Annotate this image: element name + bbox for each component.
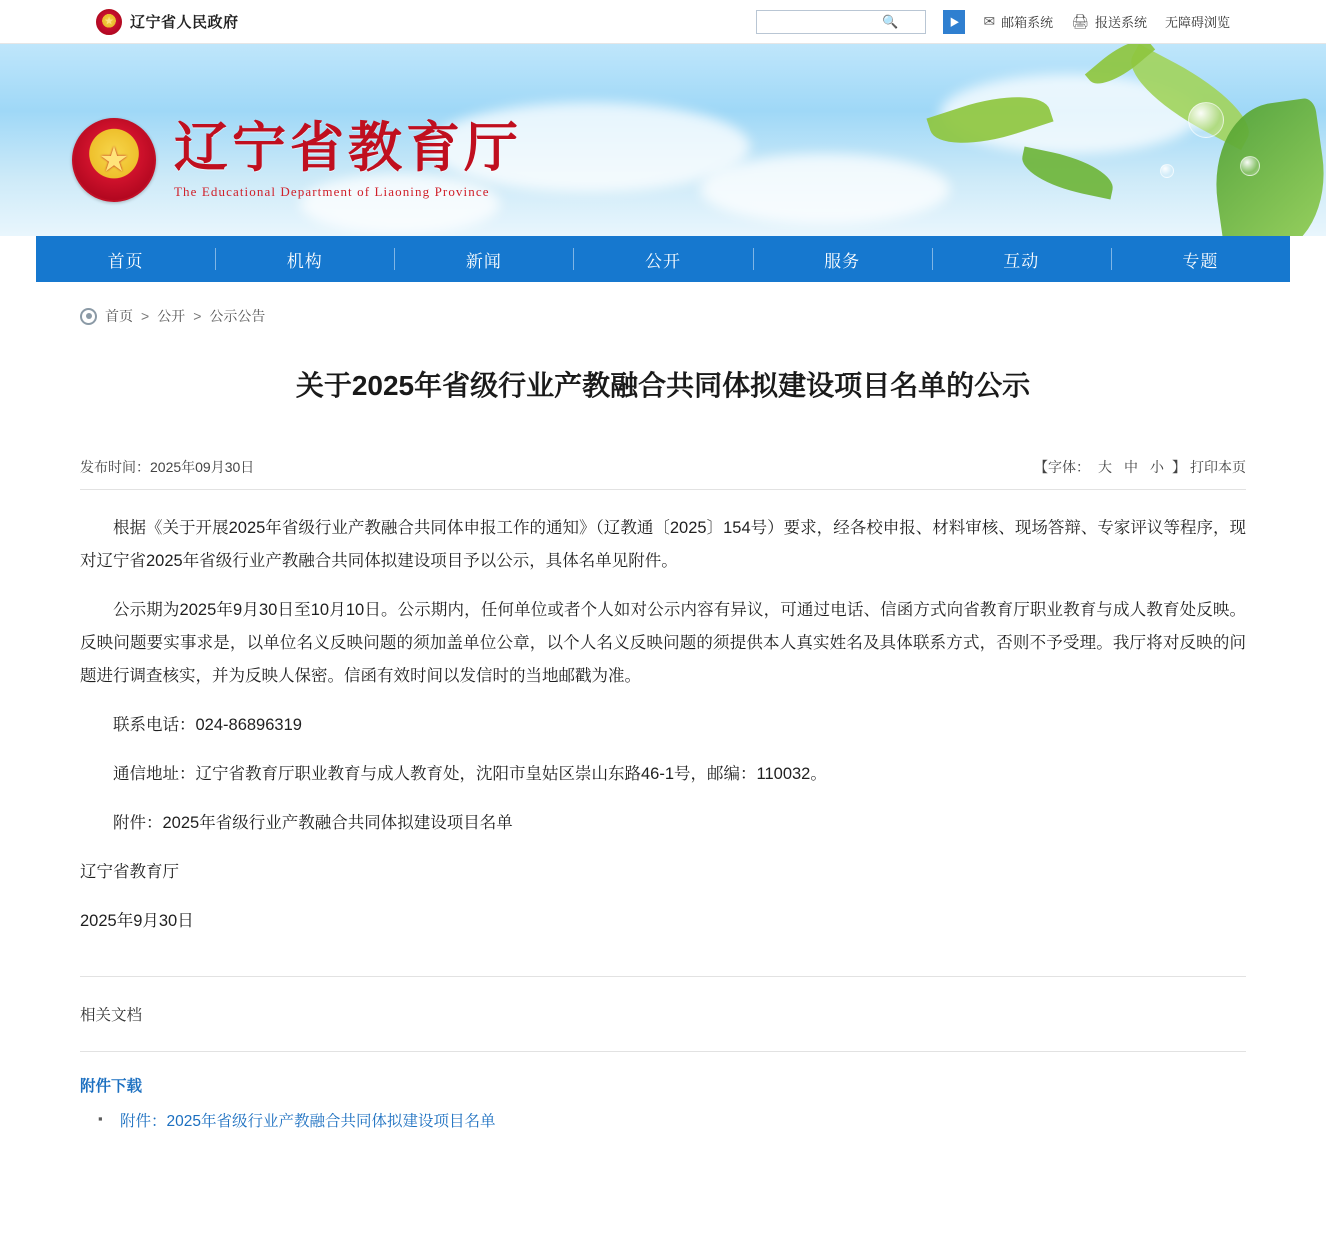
breadcrumb-item-home[interactable]: 首页 xyxy=(105,308,133,324)
nav-item-disclosure[interactable]: 公开 xyxy=(573,236,752,282)
nav-item-topics[interactable]: 专题 xyxy=(1111,236,1290,282)
publish-time-label: 发布时间： xyxy=(80,459,150,476)
nav-item-service[interactable]: 服务 xyxy=(753,236,932,282)
report-system-label: 报送系统 xyxy=(1094,15,1147,30)
accessibility-label: 无障碍浏览 xyxy=(1164,15,1230,30)
breadcrumb xyxy=(36,282,1290,326)
mail-system-label: 邮箱系统 xyxy=(1001,15,1054,30)
site-banner xyxy=(0,44,1326,236)
gov-brand-link[interactable] xyxy=(96,9,239,35)
gov-name-label: 辽宁省人民政府 xyxy=(130,14,239,31)
mail-icon: ✉ xyxy=(983,13,996,29)
article-paragraph: 公示期为2025年9月30日至10月10日。公示期内，任何单位或者个人如对公示内容有异议，可通过电话、信函方式向省教育厅职业教育与成人教育处反映。反映问题要实事求是，以单位名义反映问题的须加盖单位公章，以个人名义反映问题的须提供本人真实姓名及具体联系方式，否则不予受理。我厅将对反映的问题进行调查核实，并为反映人保密。信函有效时间以发信时的当地邮戳为准。 xyxy=(80,601,1246,686)
department-subtitle: The Educational Department of Liaoning Province xyxy=(174,184,490,200)
breadcrumb-separator: > xyxy=(193,308,202,324)
article-contact-phone: 联系电话：024-86896319 xyxy=(113,716,302,735)
article-signature-date: 2025年9月30日 xyxy=(80,912,194,931)
breadcrumb-item-announcements[interactable]: 公示公告 xyxy=(209,308,266,324)
national-emblem-large-icon xyxy=(72,118,156,202)
mail-system-link[interactable] xyxy=(983,12,1053,31)
attachments-heading: 附件下载 xyxy=(80,1051,1246,1106)
national-emblem-icon xyxy=(96,9,122,35)
nav-item-interaction[interactable]: 互动 xyxy=(932,236,1111,282)
bubble-decoration xyxy=(1160,164,1174,178)
font-size-large-button[interactable]: 大 xyxy=(1098,459,1112,476)
nav-item-organization[interactable]: 机构 xyxy=(215,236,394,282)
accessibility-link[interactable] xyxy=(1165,12,1230,31)
topbar-right-group xyxy=(756,10,1230,34)
location-pin-icon xyxy=(80,308,97,325)
attachments-list xyxy=(80,1106,1246,1139)
main-nav xyxy=(36,236,1290,282)
banner-logo-group xyxy=(72,118,522,202)
list-item[interactable]: ▪ 附件：2025年省级行业产教融合共同体拟建设项目名单 xyxy=(98,1106,1246,1139)
breadcrumb-item-disclosure[interactable]: 公开 xyxy=(157,308,186,324)
report-system-link[interactable] xyxy=(1071,12,1147,31)
article-signature: 辽宁省教育厅 xyxy=(80,863,179,882)
top-government-bar xyxy=(0,0,1326,44)
department-title: 辽宁省教育厅 xyxy=(174,117,522,178)
search-submit-button[interactable]: ▶ xyxy=(943,10,965,34)
article-body xyxy=(80,490,1246,938)
font-size-label-close: 】 xyxy=(1172,459,1186,476)
search-box[interactable] xyxy=(756,10,926,34)
bottom-spacer xyxy=(36,1139,1290,1179)
font-size-medium-button[interactable]: 中 xyxy=(1124,459,1138,476)
bubble-decoration xyxy=(1240,156,1260,176)
nav-item-news[interactable]: 新闻 xyxy=(394,236,573,282)
search-input[interactable] xyxy=(757,11,877,33)
article-contact-address: 通信地址：辽宁省教育厅职业教育与成人教育处，沈阳市皇姑区崇山东路46-1号，邮编：110032。 xyxy=(113,765,827,784)
article-attachment-note: 附件：2025年省级行业产教融合共同体拟建设项目名单 xyxy=(113,814,513,833)
page-title: 关于2025年省级行业产教融合共同体拟建设项目名单的公示 xyxy=(295,370,1031,401)
publish-time-group xyxy=(80,457,254,477)
breadcrumb-separator: > xyxy=(141,308,150,324)
article-meta-row xyxy=(80,457,1246,490)
leaf-decoration xyxy=(1018,146,1118,199)
font-size-label: 【字体： xyxy=(1034,459,1090,476)
cloud-decoration xyxy=(700,154,950,224)
bubble-decoration xyxy=(1188,102,1224,138)
publish-time-value: 2025年09月30日 xyxy=(150,459,255,476)
article-paragraph: 根据《关于开展2025年省级行业产教融合共同体申报工作的通知》（辽教通〔2025〕154号）要求，经各校申报、材料审核、现场答辩、专家评议等程序，现对辽宁省2025年省级行业产教融合共同体拟建设项目予以公示，具体名单见附件。 xyxy=(80,519,1246,571)
search-icon[interactable]: 🔍 xyxy=(882,13,899,29)
related-documents-label: 相关文档 xyxy=(80,1007,143,1025)
article-tools xyxy=(1034,457,1246,477)
content-page xyxy=(36,282,1290,1179)
print-page-button[interactable]: 打印本页 xyxy=(1190,459,1246,476)
nav-item-home[interactable]: 首页 xyxy=(107,251,144,271)
printer-icon: 🖨 xyxy=(1071,13,1089,29)
font-size-small-button[interactable]: 小 xyxy=(1150,459,1164,476)
